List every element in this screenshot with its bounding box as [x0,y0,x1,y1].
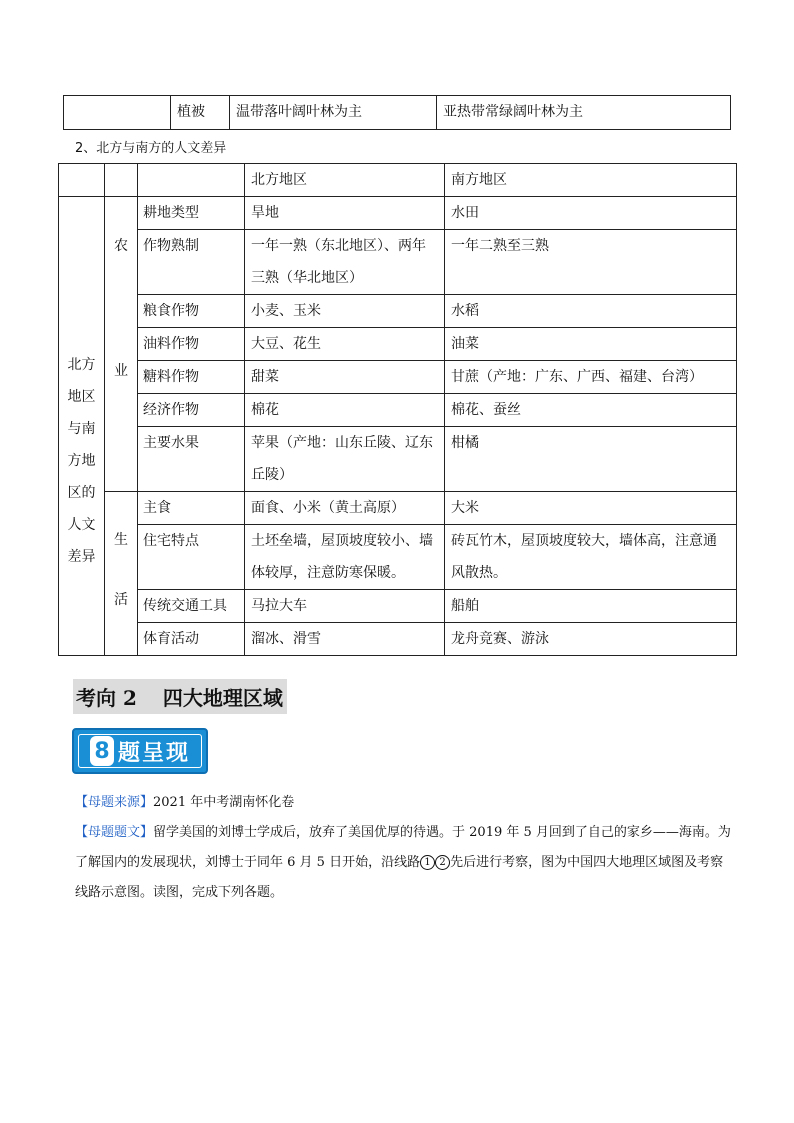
agri-label-char: 业 [114,363,128,379]
source-line [75,791,735,810]
south-cell: 水稻 [445,295,737,328]
category-cell: 粮食作物 [138,295,245,328]
category-cell: 传统交通工具 [138,590,245,623]
header-south: 南方地区 [445,164,737,197]
table-row [59,394,737,427]
south-cell: 大米 [445,492,737,525]
header-north: 北方地区 [245,164,445,197]
table-row [59,525,737,590]
south-cell: 水田 [445,197,737,230]
life-label-char: 生 [114,532,128,548]
heading-title: 四大地理区域 [162,686,283,710]
region-label-line: 区的 [67,485,96,501]
south-cell: 龙舟竞赛、游泳 [445,623,737,656]
empty-cell [138,164,245,197]
north-cell: 大豆、花生 [245,328,445,361]
route-1-marker: 1 [420,855,435,870]
number-icon: 8 [90,736,114,766]
category-cell: 作物熟制 [138,230,245,295]
table-row [59,230,737,295]
table-row [59,328,737,361]
south-cell: 一年二熟至三熟 [445,230,737,295]
category-cell: 耕地类型 [138,197,245,230]
north-cell: 马拉大车 [245,590,445,623]
region-label-line: 地区 [67,389,96,405]
question-text-b: 先后进行考察，图为中国四大地理区域图及考察线路示意图。读图，完成下列各题。 [75,855,724,900]
north-cell: 棉花 [245,394,445,427]
section-title: 2、北方与南方的人文差异 [75,141,227,156]
category-cell: 体育活动 [138,623,245,656]
north-cell: 一年一熟（东北地区）、两年三熟（华北地区） [245,230,445,295]
region-label-line: 差异 [67,549,96,565]
life-label-char: 活 [114,592,128,608]
empty-cell [64,96,171,130]
route-2-marker: 2 [435,855,450,870]
north-cell: 苹果（产地：山东丘陵、辽东丘陵） [245,427,445,492]
south-cell: 船舶 [445,590,737,623]
table-row [59,295,737,328]
source-tag: 【母题来源】 [75,795,154,810]
source-text: 2021 年中考湖南怀化卷 [153,795,295,810]
north-cell: 小麦、玉米 [245,295,445,328]
question-badge [72,728,208,774]
south-cell: 棉花、蚕丝 [445,394,737,427]
table-row [59,361,737,394]
south-cell: 甘蔗（产地：广东、广西、福建、台湾） [445,361,737,394]
life-label-cell [105,492,138,656]
empty-cell [59,164,105,197]
table-header-row [59,164,737,197]
table-row [64,96,731,130]
table-row [59,427,737,492]
region-label-line: 人文 [67,517,96,533]
category-cell: 糖料作物 [138,361,245,394]
empty-cell [105,164,138,197]
agri-label-cell [105,197,138,492]
heading-label: 考向 2 [76,686,137,710]
table-row [59,492,737,525]
table-row [59,623,737,656]
region-label-line: 与南 [67,421,96,437]
north-cell: 旱地 [245,197,445,230]
north-cell: 面食、小米（黄土高原） [245,492,445,525]
region-label-line: 北方 [67,357,96,373]
north-cell: 溜冰、滑雪 [245,623,445,656]
section-heading [73,679,287,714]
row-label: 植被 [171,96,230,130]
category-cell: 经济作物 [138,394,245,427]
badge-text: 题呈现 [117,740,190,766]
question-text-a: 留学美国的刘博士学成后，放弃了美国优厚的待遇。于 2019 年 5 月回到了自己的家乡——海南。为了解国内的发展现状，刘博士于同年 6 月 5 日开始，沿线路 [75,825,731,870]
question-text [75,818,735,908]
north-cell: 土坯垒墙，屋顶坡度较小、墙体较厚，注意防寒保暖。 [245,525,445,590]
top-table [63,95,731,130]
category-cell: 油料作物 [138,328,245,361]
category-cell: 住宅特点 [138,525,245,590]
table-row [59,590,737,623]
comparison-table [58,163,737,656]
south-cell: 柑橘 [445,427,737,492]
south-cell: 砖瓦竹木，屋顶坡度较大，墙体高，注意通风散热。 [445,525,737,590]
category-cell: 主食 [138,492,245,525]
south-cell: 油菜 [445,328,737,361]
table-row [59,197,737,230]
north-cell: 甜菜 [245,361,445,394]
question-tag: 【母题题文】 [75,825,154,840]
region-label-cell [59,197,105,656]
north-value: 温带落叶阔叶林为主 [230,96,437,130]
agri-label-char: 农 [114,238,128,254]
category-cell: 主要水果 [138,427,245,492]
region-label-line: 方地 [67,453,96,469]
south-value: 亚热带常绿阔叶林为主 [437,96,731,130]
